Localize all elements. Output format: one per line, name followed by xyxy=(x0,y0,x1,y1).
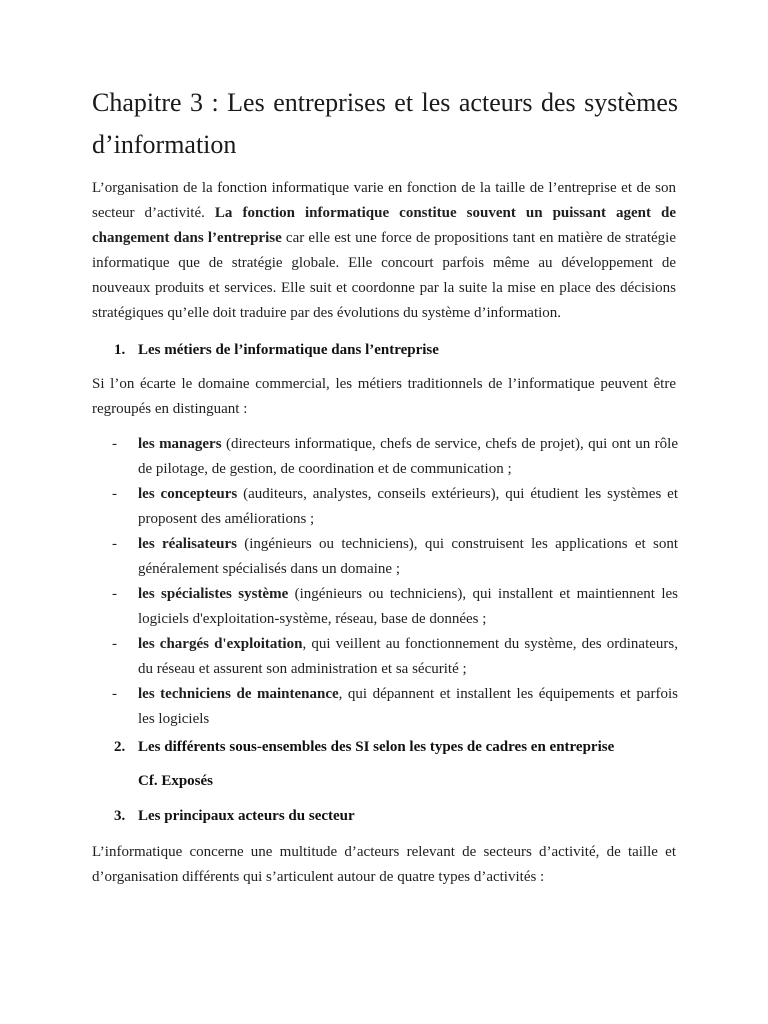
roles-list xyxy=(112,432,678,732)
cf-expose: Cf. Exposés xyxy=(138,773,214,789)
list-dash: - xyxy=(112,486,117,502)
section-1-number: 1. xyxy=(114,342,126,358)
list-item xyxy=(112,432,678,482)
role-description: , qui veillent au fonctionnement du système, des ordinateurs, du réseau et assurent son administration et sa sécurité ; xyxy=(138,636,678,677)
intro-paragraph xyxy=(92,176,676,326)
list-dash: - xyxy=(112,436,117,452)
section-3-heading xyxy=(114,806,355,826)
role-description: (ingénieurs ou techniciens), qui installent et maintiennent les logiciels d'exploitation-système, réseau, base de données ; xyxy=(138,586,678,627)
list-item xyxy=(112,532,678,582)
section-1-intro: Si l’on écarte le domaine commercial, les métiers traditionnels de l’informatique peuvent être regroupés en distinguant : xyxy=(92,376,676,417)
role-name: les spécialistes système xyxy=(138,586,289,602)
list-item xyxy=(112,482,678,532)
list-dash: - xyxy=(112,536,117,552)
list-dash: - xyxy=(112,636,117,652)
role-name: les managers xyxy=(138,436,222,452)
role-name: les techniciens de maintenance xyxy=(138,686,339,702)
role-description: (auditeurs, analystes, conseils extérieurs), qui étudient les systèmes et proposent des améliorations ; xyxy=(138,486,678,527)
chapter-title: Chapitre 3 : Les entreprises et les acteurs des systèmes d’information xyxy=(92,88,678,159)
intro-bold: La fonction informatique constitue souvent un puissant agent de changement dans l’entreprise xyxy=(92,205,676,246)
list-item xyxy=(112,632,678,682)
list-dash: - xyxy=(112,686,117,702)
section-1-heading xyxy=(114,340,439,360)
intro-rest: car elle est une force de propositions tant en matière de stratégie informatique que de stratégie globale. Elle concourt parfois même au développement de nouveaux produits et services. Elle suit et coordonne par la suite la mise en place des décisions stratégiques qu’elle doit traduire par des évolutions du système d’information. xyxy=(92,230,676,321)
role-description: (directeurs informatique, chefs de service, chefs de projet), qui ont un rôle de pilotage, de gestion, de coordination et de communication ; xyxy=(138,436,678,477)
role-name: les réalisateurs xyxy=(138,536,237,552)
section-3-number: 3. xyxy=(114,808,126,824)
section-3-title: Les principaux acteurs du secteur xyxy=(138,808,355,824)
section-3-intro: L’informatique concerne une multitude d’acteurs relevant de secteurs d’activité, de taille et d’organisation différents qui s’articulent autour de quatre types d’activités : xyxy=(92,844,676,885)
role-name: les chargés d'exploitation xyxy=(138,636,303,652)
intro-lead: L’organisation de la fonction informatique varie en fonction de la taille de l’entreprise et de son secteur d’activité. xyxy=(92,180,676,221)
list-item xyxy=(112,582,678,632)
role-description: , qui dépannent et installent les équipements et parfois les logiciels xyxy=(138,686,678,727)
role-name: les concepteurs xyxy=(138,486,238,502)
section-2-heading xyxy=(114,737,614,757)
section-1-title: Les métiers de l’informatique dans l’entreprise xyxy=(138,342,439,358)
role-description: (ingénieurs ou techniciens), qui construisent les applications et sont généralement spécialisés dans un domaine ; xyxy=(138,536,679,577)
list-item xyxy=(112,682,678,732)
section-2-number: 2. xyxy=(114,739,126,755)
section-2-title: Les différents sous-ensembles des SI selon les types de cadres en entreprise xyxy=(138,739,615,755)
list-dash: - xyxy=(112,586,117,602)
